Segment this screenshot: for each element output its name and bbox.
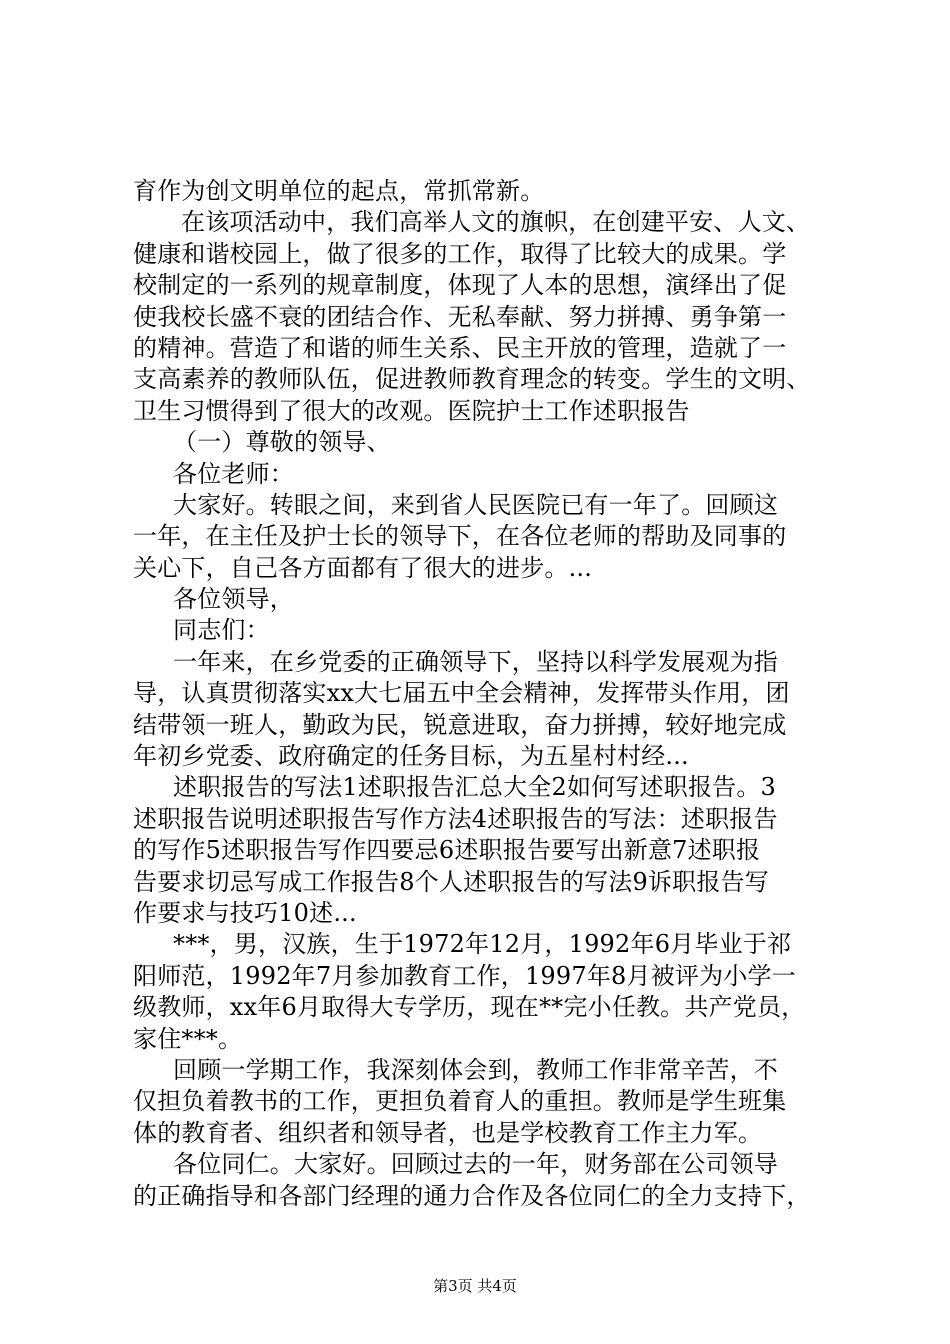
text-line: 导，认真贯彻落实xx大七届五中全会精神，发挥带头作用，团 [133, 679, 790, 708]
text-line: 卫生习惯得到了很大的改观。医院护士工作述职报告 [133, 396, 690, 425]
text-line: 的正确指导和各部门经理的通力合作及各位同仁的全力支持下， [133, 1181, 811, 1210]
text-line: 育作为创文明单位的起点，常抓常新。 [133, 177, 545, 205]
text-line: 一年来，在乡党委的正确领导下，坚持以科学发展观为指 [173, 647, 778, 676]
text-line: 同志们： [173, 616, 270, 645]
text-line: 级教师，xx年6月取得大专学历，现在**完小任教。共产党员， [133, 993, 806, 1022]
text-line: 告要求切忌写成工作报告8个人述职报告的写法9诉职报告写 [133, 867, 769, 896]
text-line: 体的教育者、组织者和领导者，也是学校教育工作主力军。 [133, 1118, 763, 1147]
text-line: 作要求与技巧10述... [133, 898, 357, 927]
text-line: 述职报告说明述职报告写作方法4述职报告的写法：述职报告 [133, 804, 778, 833]
page-number: 第3页 共4页 [433, 1277, 517, 1295]
text-line: 的写作5述职报告写作四要忌6述职报告要写出新意7述职报 [133, 836, 761, 865]
text-line: 各位领导， [173, 585, 294, 614]
text-line: （一）尊敬的领导、 [173, 428, 391, 457]
text-line: 年初乡党委、政府确定的任务目标，为五星村村经... [133, 742, 689, 771]
text-line: ***，男，汉族，生于1972年12月，1992年6月毕业于祁 [173, 930, 792, 959]
text-line: 健康和谐校园上，做了很多的工作，取得了比较大的成果。学 [133, 239, 787, 268]
text-line: 回顾一学期工作，我深刻体会到，教师工作非常辛苦，不 [173, 1055, 778, 1084]
text-line: 各位老师： [173, 459, 294, 488]
text-line: 校制定的一系列的规章制度，体现了人本的思想，演绎出了促 [133, 271, 787, 300]
text-line: 的精神。营造了和谐的师生关系、民主开放的管理，造就了一 [133, 333, 787, 362]
document-body [133, 176, 833, 1212]
text-line: 大家好。转眼之间，来到省人民医院已有一年了。回顾这 [173, 490, 778, 519]
text-line: 述职报告的写法1述职报告汇总大全2如何写述职报告。3 [173, 773, 777, 802]
text-line: 一年，在主任及护士长的领导下，在各位老师的帮助及同事的 [133, 522, 787, 551]
text-line: 阳师范，1992年7月参加教育工作，1997年8月被评为小学一 [133, 961, 796, 990]
text-line: 关心下，自己各方面都有了很大的进步。... [133, 553, 593, 582]
text-line: 仅担负着教书的工作，更担负着育人的重担。教师是学生班集 [133, 1087, 787, 1116]
text-line: 使我校长盛不衰的团结合作、无私奉献、努力拼搏、勇争第一 [133, 302, 787, 331]
text-line: 各位同仁。大家好。回顾过去的一年，财务部在公司领导 [173, 1150, 778, 1179]
text-line: 结带领一班人，勤政为民，锐意进取，奋力拼搏，较好地完成 [133, 710, 787, 739]
text-line: 在该项活动中，我们高举人文的旗帜，在创建平安、人文、 [181, 208, 811, 237]
text-line: 支高素养的教师队伍，促进教师教育理念的转变。学生的文明、 [133, 365, 811, 394]
text-line: 家住***。 [133, 1024, 243, 1053]
